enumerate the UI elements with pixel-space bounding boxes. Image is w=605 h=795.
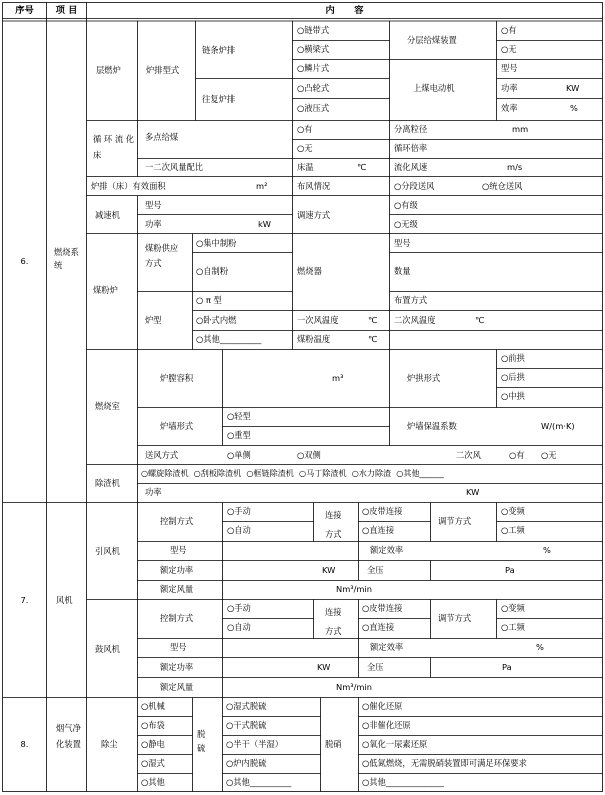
air-dist-opt-1[interactable]: ○分段送风 bbox=[394, 181, 435, 191]
wall-type-label: 炉墙形式 bbox=[160, 421, 194, 431]
row-7-seq: 7. bbox=[20, 595, 29, 605]
feeder-label: 分层给煤装置 bbox=[407, 35, 457, 45]
fd-rated-power-label: 额定功率 bbox=[160, 662, 194, 672]
denit-label: 脱硝 bbox=[325, 739, 342, 749]
chamber-name: 燃烧室 bbox=[95, 401, 120, 411]
secondary-temp-unit: ℃ bbox=[475, 315, 485, 325]
pc-supply-label: 煤粉供应方式 bbox=[145, 243, 179, 268]
dust-opt-2[interactable]: ○布袋 bbox=[141, 720, 165, 730]
motor-power-unit: KW bbox=[566, 83, 580, 93]
fd-power-unit: KW bbox=[317, 662, 331, 672]
fd-connect-belt[interactable]: ○皮带连接 bbox=[362, 603, 403, 613]
grate-area-unit: m² bbox=[256, 181, 268, 191]
cycle-ratio-label: 循环倍率 bbox=[394, 143, 428, 153]
cfb-name: 循 环 流 化床 bbox=[93, 134, 135, 160]
insulation-unit: W/(m·K) bbox=[541, 421, 575, 431]
row-8-item: 烟气净化装置 bbox=[56, 723, 81, 749]
fluid-speed-unit: m/s bbox=[507, 162, 523, 172]
chain-opt-3[interactable]: ○鳞片式 bbox=[297, 63, 330, 73]
chain-grate-label: 链条炉排 bbox=[202, 45, 236, 55]
row-6-seq: 6. bbox=[20, 256, 29, 266]
id-model-label: 型号 bbox=[170, 545, 187, 555]
secondary-no[interactable]: ○无 bbox=[541, 450, 557, 460]
multi-feed-yes[interactable]: ○有 bbox=[297, 124, 313, 134]
burner-model: 型号 bbox=[394, 238, 411, 248]
id-rated-flow-label: 额定风量 bbox=[160, 584, 194, 594]
bed-temp-label: 床温 bbox=[297, 162, 314, 172]
grate-type-label: 炉排型式 bbox=[146, 65, 180, 75]
denit-opt-2[interactable]: ○非催化还原 bbox=[362, 720, 411, 730]
feeder-no[interactable]: ○无 bbox=[501, 44, 517, 54]
furnace-type-label: 炉型 bbox=[145, 315, 162, 325]
air-double[interactable]: ○双侧 bbox=[297, 450, 321, 460]
powder-temp-unit: ℃ bbox=[368, 334, 378, 344]
recip-grate-label: 往复炉排 bbox=[202, 94, 236, 104]
burner-label: 燃烧器 bbox=[297, 266, 322, 276]
arch-type-label: 炉拱形式 bbox=[407, 373, 441, 383]
secondary-air-label: 二次风 bbox=[456, 450, 481, 460]
id-connect-belt[interactable]: ○皮带连接 bbox=[362, 506, 403, 516]
denit-opt-1[interactable]: ○催化还原 bbox=[362, 701, 403, 711]
fd-eff-unit: % bbox=[536, 642, 544, 652]
desulf-label: 脱硫 bbox=[197, 729, 206, 753]
arch-opt-2[interactable]: ○后拱 bbox=[501, 372, 525, 382]
id-adjust-vf[interactable]: ○变频 bbox=[501, 506, 525, 516]
fd-connect-label: 连接方式 bbox=[325, 607, 342, 636]
id-adjust-label: 调节方式 bbox=[438, 516, 472, 526]
fd-adjust-vf[interactable]: ○变频 bbox=[501, 603, 525, 613]
id-fan-name: 引风机 bbox=[95, 546, 120, 556]
supply-opt-2[interactable]: ○自制粉 bbox=[196, 266, 229, 276]
air-single[interactable]: ○单侧 bbox=[227, 450, 251, 460]
insulation-label: 炉墙保温系数 bbox=[407, 421, 457, 431]
fd-pressure-unit: Pa bbox=[502, 662, 512, 672]
dust-label: 除尘 bbox=[101, 739, 118, 749]
sep-size-label: 分离粒径 bbox=[394, 124, 428, 134]
id-control-manual[interactable]: ○手动 bbox=[227, 506, 251, 516]
header-item: 项 目 bbox=[55, 5, 78, 16]
chain-opt-1[interactable]: ○链带式 bbox=[297, 25, 330, 35]
fd-rated-flow-label: 额定风量 bbox=[160, 682, 194, 692]
type-opt-2[interactable]: ○卧式内燃 bbox=[196, 315, 237, 325]
id-control-label: 控制方式 bbox=[160, 516, 194, 526]
header-seq: 序号 bbox=[15, 5, 34, 16]
powder-temp-label: 煤粉温度 bbox=[297, 334, 331, 344]
id-connect-direct[interactable]: ○直连接 bbox=[362, 525, 395, 535]
fd-control-auto[interactable]: ○自动 bbox=[227, 622, 251, 632]
desulf-opt-5[interactable]: ○其他__________ bbox=[226, 777, 292, 787]
fluid-speed-label: 流化风速 bbox=[394, 162, 428, 172]
reducer-power-unit: kW bbox=[258, 219, 272, 229]
fd-rated-eff-label: 额定效率 bbox=[370, 642, 404, 652]
recip-opt-2[interactable]: ○液压式 bbox=[297, 103, 330, 113]
slag-name: 除渣机 bbox=[95, 478, 120, 488]
fd-control-manual[interactable]: ○手动 bbox=[227, 603, 251, 613]
burner-qty: 数量 bbox=[394, 266, 411, 276]
secondary-yes[interactable]: ○有 bbox=[509, 450, 525, 460]
row-8-seq: 8. bbox=[20, 739, 29, 749]
fd-flow-unit: Nm³/min bbox=[336, 682, 373, 692]
grate-area-label: 炉排（床）有效面积 bbox=[91, 181, 166, 191]
pc-name: 煤粉炉 bbox=[93, 285, 118, 295]
speed-opt-2[interactable]: ○无级 bbox=[394, 219, 418, 229]
wall-opt-1[interactable]: ○轻型 bbox=[227, 411, 251, 421]
air-dist-label: 布风情况 bbox=[297, 181, 331, 191]
dust-opt-1[interactable]: ○机械 bbox=[141, 701, 165, 711]
fd-fan-name: 鼓风机 bbox=[95, 644, 120, 654]
id-pressure-label: 全压 bbox=[367, 565, 384, 575]
fd-adjust-pf[interactable]: ○工频 bbox=[501, 622, 525, 632]
dust-opt-5[interactable]: ○其他 bbox=[141, 777, 165, 787]
reducer-name: 减速机 bbox=[95, 210, 120, 220]
denit-opt-5[interactable]: ○其他______________ bbox=[362, 777, 444, 787]
motor-model: 型号 bbox=[501, 63, 518, 73]
bed-temp-unit: ℃ bbox=[357, 162, 367, 172]
speed-mode-label: 调速方式 bbox=[297, 210, 331, 220]
desulf-opt-1[interactable]: ○湿式脱硫 bbox=[226, 701, 267, 711]
multi-feed-no[interactable]: ○无 bbox=[297, 143, 313, 153]
row-7-item: 风机 bbox=[56, 595, 73, 605]
multi-feed-label: 多点给煤 bbox=[145, 132, 179, 142]
fd-pressure-label: 全压 bbox=[367, 662, 384, 672]
motor-eff: 效率 bbox=[501, 103, 518, 113]
id-power-unit: KW bbox=[322, 565, 336, 575]
motor-power: 功率 bbox=[501, 83, 518, 93]
dust-opt-3[interactable]: ○静电 bbox=[141, 739, 165, 749]
layer-name: 层燃炉 bbox=[96, 65, 121, 75]
row-6-item: 燃烧系统 bbox=[54, 247, 79, 270]
arch-opt-1[interactable]: ○前拱 bbox=[501, 353, 525, 363]
id-control-auto[interactable]: ○自动 bbox=[227, 525, 251, 535]
fd-adjust-label: 调节方式 bbox=[438, 613, 472, 623]
id-connect-label: 连接方式 bbox=[325, 510, 342, 539]
dust-opt-4[interactable]: ○湿式 bbox=[141, 758, 165, 768]
fd-connect-direct[interactable]: ○直连接 bbox=[362, 622, 395, 632]
desulf-opt-4[interactable]: ○炉内脱硫 bbox=[226, 758, 267, 768]
fd-control-label: 控制方式 bbox=[160, 613, 194, 623]
denit-opt-4[interactable]: ○低氮燃烧，无需脱硝装置即可满足环保要求 bbox=[362, 758, 527, 768]
air-dist-opt-2[interactable]: ○统仓送风 bbox=[482, 181, 523, 191]
id-eff-unit: % bbox=[543, 545, 551, 555]
id-rated-eff-label: 额定效率 bbox=[370, 545, 404, 555]
recip-opt-1[interactable]: ○凸轮式 bbox=[297, 83, 330, 93]
denit-opt-3[interactable]: ○氧化一尿素还原 bbox=[362, 739, 428, 749]
id-flow-unit: Nm³/min bbox=[336, 584, 373, 594]
primary-temp-label: 一次风温度 bbox=[297, 315, 339, 325]
fd-model-label: 型号 bbox=[170, 642, 187, 652]
supply-opt-1[interactable]: ○集中制粉 bbox=[196, 238, 237, 248]
chain-opt-2[interactable]: ○横梁式 bbox=[297, 44, 330, 54]
secondary-temp-label: 二次风温度 bbox=[394, 315, 436, 325]
air-mode-label: 送风方式 bbox=[145, 450, 179, 460]
feeder-yes[interactable]: ○有 bbox=[501, 25, 517, 35]
reducer-power: 功率 bbox=[145, 219, 162, 229]
slag-power: 功率 bbox=[145, 487, 162, 497]
burner-layout: 布置方式 bbox=[394, 295, 428, 305]
chamber-volume-label: 炉膛容积 bbox=[160, 373, 194, 383]
reducer-model: 型号 bbox=[145, 200, 162, 210]
chamber-volume-unit: m³ bbox=[332, 373, 344, 383]
motor-label: 上煤电动机 bbox=[413, 83, 455, 93]
air-ratio-label: 一二次风量配比 bbox=[145, 162, 204, 172]
type-opt-3[interactable]: ○其他__________ bbox=[196, 334, 262, 344]
desulf-opt-3[interactable]: ○半干（半湿） bbox=[226, 739, 284, 749]
arch-opt-3[interactable]: ○中拱 bbox=[501, 391, 525, 401]
sep-size-unit: mm bbox=[512, 124, 529, 134]
id-adjust-pf[interactable]: ○工频 bbox=[501, 525, 525, 535]
speed-opt-1[interactable]: ○有级 bbox=[394, 200, 418, 210]
type-opt-1[interactable]: ○ π 型 bbox=[196, 295, 222, 305]
slag-opts[interactable]: ○螺旋除渣机 ○刮板除渣机 ○框链除渣机 ○马丁除渣机 ○水力除渣 ○其他______ bbox=[141, 468, 444, 478]
header-content: 内 容 bbox=[325, 5, 364, 16]
wall-opt-2[interactable]: ○重型 bbox=[227, 430, 251, 440]
slag-power-unit: KW bbox=[466, 487, 480, 497]
desulf-opt-2[interactable]: ○干式脱硫 bbox=[226, 720, 267, 730]
motor-eff-unit: % bbox=[570, 103, 578, 113]
id-rated-power-label: 额定功率 bbox=[160, 565, 194, 575]
id-pressure-unit: Pa bbox=[505, 565, 515, 575]
primary-temp-unit: ℃ bbox=[368, 315, 378, 325]
